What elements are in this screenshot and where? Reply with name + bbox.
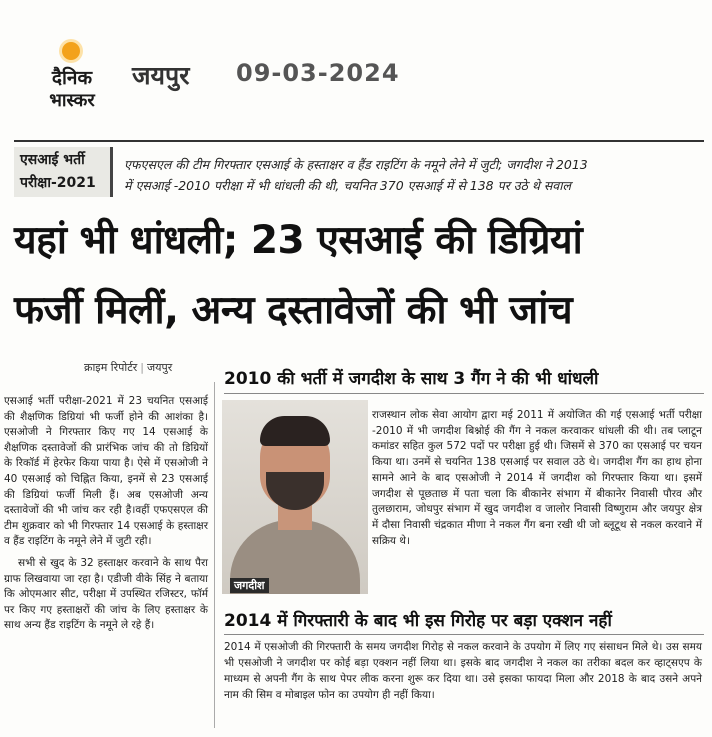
- sun-icon: [62, 42, 80, 60]
- left-paragraph-1: एसआई भर्ती परीक्षा-2021 में 23 चयनित एसआई की शैक्षणिक डिग्रियां भी फर्जी होने की आशंका है। एसओजी ने गिरफ्तार किए गए 14 एसआई के शैक्षणिक दस्तावेजों की प्रारंभिक जांच की तो डिग्रियों के रिकॉर्ड में हेरफेर किया पाया है। ऐसे में एसओजी ने 40 एसआई को चिह्नित किया, इनमें से 23 एसआई की डिग्रियां फर्जी मिली हैं। अब एसओजी अन्य दस्तावेजों की भी जांच कर रही है।वहीं एफएसएल की टीम शुक्रवार को भी गिरफ्तार 14 एसआई के हस्ताक्षर व हैंड राइटिंग के नमूने लेने में जुटी रही।: [4, 395, 208, 548]
- section1-title: 2010 की भर्ती में जगदीश के साथ 3 गैंग ने की भी धांधली: [224, 369, 599, 389]
- section2-text: 2014 में एसओजी की गिरफ्तारी के समय जगदीश गिरोह से नकल करवाने के उपयोग में लिए गए संसाधन मिले थे। उस समय भी एसओजी ने जगदीश पर कोई बड़ा एक्शन नहीं लिया था। इसके बाद जगदीश ने नकल का तरीका बदल कर व्हाट्सएप के माध्यम से अपनी गैंग के साथ पेपर लीक करना शुरू कर दिया था। उसे इसका फायदा मिला और 2018 के बाद उसने अपने नाम की सिम व मोबाइल फोन का उपयोग ही नहीं किया।: [224, 641, 702, 701]
- headline-line2: फर्जी मिलीं, अन्य दस्तावेजों की भी जांच: [14, 288, 573, 333]
- publication-date: 09-03-2024: [236, 59, 400, 87]
- subheadline-line1: एफएसएल की टीम गिरफ्तार एसआई के हस्ताक्षर व हैंड राइटिंग के नमूने लेने में जुटी; जगदीश ने 2013: [124, 157, 588, 172]
- kicker-line1: एसआई भर्ती: [20, 152, 85, 168]
- logo-line1: दैनिक: [51, 67, 93, 89]
- accused-photo: [222, 400, 368, 594]
- photo-caption-bar: [222, 576, 368, 594]
- section1-rule: [224, 393, 704, 394]
- dainik-bhaskar-logo: [28, 38, 114, 122]
- kicker-line2: परीक्षा-2021: [20, 175, 96, 191]
- city-name: जयपुर: [132, 61, 190, 90]
- section2-rule: [224, 634, 704, 635]
- section1-text: राजस्थान लोक सेवा आयोग द्वारा मई 2011 में अयोजित की गई एसआई भर्ती परीक्षा -2010 में भी जगदीश बिश्नोई की गैंग ने नकल करवाकर धांधली की थी। तब प्लाटून कमांडर सहित कुल 572 पदों पर परीक्षा हुई थी। जिसमें से 370 का एसआई पर चयन किया था। उनमें से चयनित 138 एसआई पर सवाल उठे थे। जगदीश गैंग का हाथ होना सामने आने के बाद एसओजी ने 2014 में जगदीश को गिरफ्तार किया था। इसमें जगदीश से पूछताछ में पता चला कि बीकानेर संभाग में बीकानेर निवासी पौरव और तुलछाराम, जोधपुर संभाग में खुद जगदीश व जालोर निवासी विष्णुराम और जयपुर क्षेत्र में दौसा निवासी चंद्रकात मीणा ने नकल गैंग बना रखी थी जो ब्लूटूथ से नकल करवाने में सक्रिय थे।: [372, 409, 702, 547]
- byline-separator: |: [140, 361, 144, 374]
- photo-hair: [260, 416, 330, 446]
- byline-place: जयपुर: [146, 361, 173, 374]
- left-paragraph-2: सभी से खुद के 32 हस्ताक्षर करवाने के साथ पैरा ग्राफ लिखवाया जा रहा है। एडीजी वीके सिंह ने बताया कि ओएमआर सीट, परीक्षा में उपस्थित रजिस्टर, फॉर्म पर किए गए हस्ताक्षरों की जांच के लिए हस्ताक्षर के साथ अन्य हैंड राइटिंग के नमूने ले रहे हैं।: [4, 556, 208, 632]
- photo-caption: जगदीश: [230, 578, 269, 593]
- column-divider: [214, 382, 215, 728]
- logo-line2: भास्कर: [49, 90, 95, 111]
- byline: [84, 360, 172, 375]
- section2-title: 2014 में गिरफ्तारी के बाद भी इस गिरोह पर बड़ा एक्शन नहीं: [224, 611, 612, 631]
- left-column-text: [4, 394, 208, 640]
- byline-reporter: क्राइम रिपोर्टर: [84, 361, 138, 374]
- section-kicker: [14, 147, 113, 197]
- headline-line1: यहां भी धांधली; 23 एसआई की डिग्रियां: [14, 218, 583, 263]
- subheadline-line2: में एसआई -2010 परीक्षा में भी धांधली की थी, चयनित 370 एसआई में से 138 पर उठे थे सवाल: [124, 178, 571, 193]
- top-divider: [14, 140, 704, 142]
